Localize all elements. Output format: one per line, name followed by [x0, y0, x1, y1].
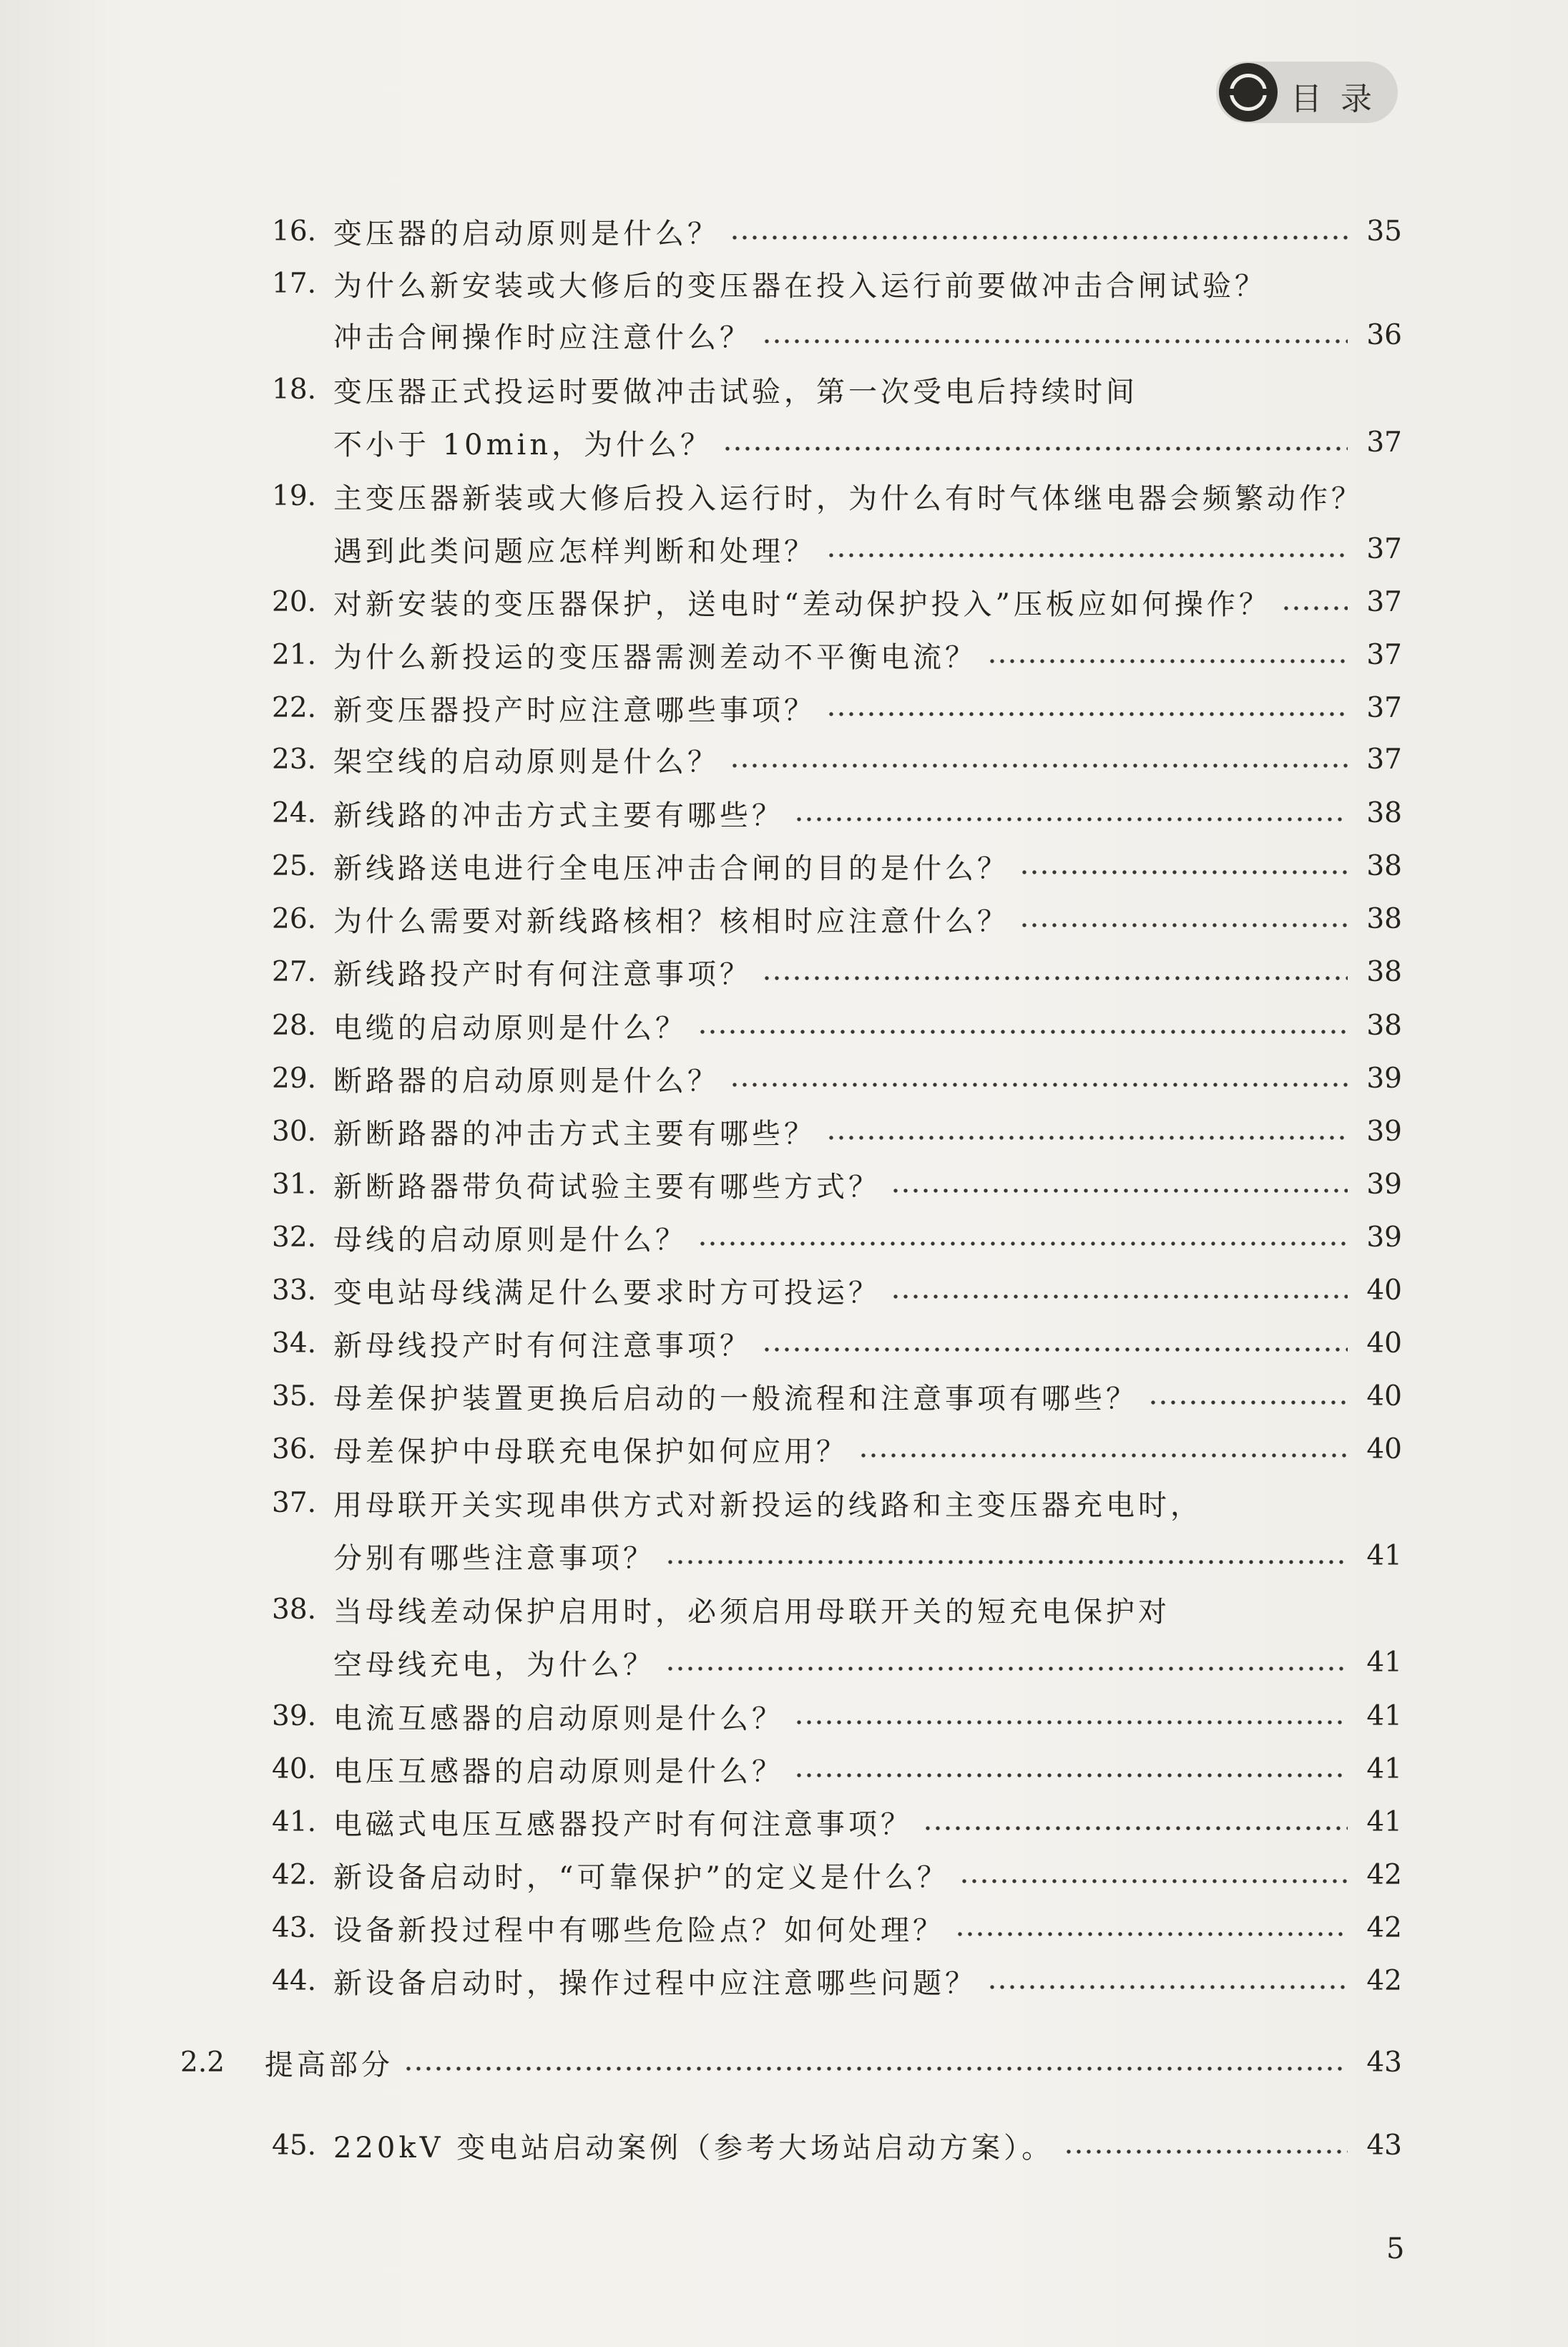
toc-entry[interactable]: [272, 474, 1402, 517]
toc-entry-title: 设备新投过程中有哪些危险点？如何处理？: [333, 1913, 945, 1947]
toc-entry-title: 架空线的启动原则是什么？: [333, 745, 720, 779]
toc-entry-page: 40: [1366, 1380, 1402, 1412]
toc-entry[interactable]: [272, 1481, 1402, 1524]
dot-leader: [762, 338, 1348, 344]
toc-entry-title: 主变压器新装或大修后投入运行时，为什么有时气体继电器会频繁动作？: [333, 482, 1363, 515]
toc-entry[interactable]: [272, 1216, 1402, 1259]
toc-entry-number: 22.: [272, 691, 317, 724]
dot-leader: [730, 763, 1348, 768]
toc-entry-number: 38.: [272, 1593, 317, 1626]
toc-entry-title: 220kV 变电站启动案例（参考大场站启动方案）。: [333, 2131, 1054, 2165]
toc-entry-page: 38: [1366, 796, 1402, 829]
toc-entry-continuation[interactable]: [333, 1641, 1402, 1684]
toc-entry-number: 16.: [272, 215, 317, 248]
toc-entry-title: 分别有哪些注意事项？: [333, 1541, 655, 1575]
toc-entry[interactable]: [272, 1428, 1402, 1470]
dot-leader: [665, 1666, 1348, 1672]
toc-entry-title: 冲击合闸操作时应注意什么？: [333, 321, 752, 354]
toc-entry-page: 39: [1366, 1062, 1402, 1095]
toc-entry-page: 38: [1366, 955, 1402, 988]
toc-entry-title: 新母线投产时有何注意事项？: [333, 1329, 752, 1362]
toc-entry-continuation[interactable]: [333, 527, 1402, 570]
toc-entry[interactable]: [272, 262, 1402, 305]
toc-entry-title: 电缆的启动原则是什么？: [333, 1011, 687, 1045]
toc-entry-title: 母差保护装置更换后启动的一般流程和注意事项有哪些？: [333, 1382, 1138, 1415]
toc-entry-page: 39: [1366, 1115, 1402, 1148]
toc-entry-page: 41: [1366, 1752, 1402, 1785]
toc-entry-number: 20.: [272, 585, 317, 618]
toc-entry-number: 42.: [272, 1858, 317, 1891]
toc-entry[interactable]: [272, 1800, 1402, 1843]
toc-entry-number: 27.: [272, 955, 317, 988]
toc-entry-page: 42: [1366, 1858, 1402, 1891]
toc-entry-number: 44.: [272, 1964, 317, 1997]
dot-leader: [730, 235, 1348, 240]
toc-entry-title: 不小于 10min，为什么？: [333, 428, 713, 462]
toc-entry-title: 变压器的启动原则是什么？: [333, 217, 720, 250]
dot-leader: [959, 1878, 1348, 1884]
dot-leader: [955, 1931, 1348, 1937]
toc-entry-number: 33.: [272, 1274, 317, 1307]
toc-entry[interactable]: [272, 844, 1402, 887]
dot-leader: [987, 658, 1348, 664]
toc-entry-number: 39.: [272, 1699, 317, 1732]
toc-entry-number: 18.: [272, 373, 317, 406]
dot-leader: [403, 2066, 1348, 2072]
toc-entry-page: 38: [1366, 849, 1402, 882]
toc-entry-page: 37: [1366, 585, 1402, 618]
toc-entry-title: 新线路投产时有何注意事项？: [333, 957, 752, 991]
toc-entry[interactable]: [272, 580, 1402, 623]
toc-section-entry[interactable]: [180, 2041, 1402, 2084]
toc-entry-page: 43: [1366, 2129, 1402, 2162]
toc-entry[interactable]: [272, 686, 1402, 729]
toc-entry-number: 28.: [272, 1009, 317, 1042]
toc-entry-title: 母差保护中母联充电保护如何应用？: [333, 1435, 848, 1468]
toc-entry-title: 新设备启动时，操作过程中应注意哪些问题？: [333, 1966, 977, 2000]
toc-entry-page: 39: [1366, 1221, 1402, 1254]
toc-entry-number: 40.: [272, 1752, 317, 1785]
toc-entry-title: 母线的启动原则是什么？: [333, 1223, 687, 1257]
toc-entry[interactable]: [272, 210, 1402, 253]
toc-entry[interactable]: [272, 1322, 1402, 1365]
toc-entry-number: 43.: [272, 1911, 317, 1944]
toc-entry-page: 42: [1366, 1964, 1402, 1997]
dot-leader: [794, 1719, 1348, 1725]
toc-entry[interactable]: [272, 1694, 1402, 1737]
toc-entry-page: 41: [1366, 1646, 1402, 1679]
toc-entry[interactable]: [272, 738, 1402, 781]
dot-leader: [891, 1188, 1348, 1194]
toc-entry[interactable]: [272, 1747, 1402, 1790]
dot-leader: [1019, 922, 1348, 928]
toc-entry[interactable]: [272, 1057, 1402, 1100]
page-number: 5: [1386, 2233, 1405, 2265]
toc-entry[interactable]: [272, 950, 1402, 993]
toc-entry-title: 当母线差动保护启用时，必须启用母联开关的短充电保护对: [333, 1595, 1170, 1629]
toc-entry-page: 37: [1366, 691, 1402, 724]
toc-entry-title: 提高部分: [265, 2048, 393, 2082]
toc-entry-page: 37: [1366, 638, 1402, 671]
toc-entry-title: 遇到此类问题应怎样判断和处理？: [333, 535, 816, 568]
dot-leader: [1019, 869, 1348, 875]
toc-entry-title: 变压器正式投运时要做冲击试验，第一次受电后持续时间: [333, 375, 1138, 409]
dot-leader: [697, 1029, 1348, 1035]
dot-leader: [1064, 2149, 1348, 2155]
toc-entry-page: 35: [1366, 215, 1402, 248]
toc-entry-number: 34.: [272, 1327, 317, 1360]
toc-entry-title: 新设备启动时，“可靠保护”的定义是什么？: [333, 1860, 949, 1894]
toc-entry[interactable]: [272, 368, 1402, 411]
toc-entry-number: 24.: [272, 796, 317, 829]
toc-entry-number: 23.: [272, 743, 317, 776]
toc-entry-title: 新变压器投产时应注意哪些事项？: [333, 693, 816, 727]
toc-entry-page: 41: [1366, 1805, 1402, 1838]
toc-entry-continuation[interactable]: [333, 421, 1402, 464]
toc-entry-number: 35.: [272, 1380, 317, 1412]
toc-entry-page: 40: [1366, 1433, 1402, 1465]
toc-entry-title: 断路器的启动原则是什么？: [333, 1064, 720, 1098]
toc-entry[interactable]: [272, 1959, 1402, 2002]
dot-leader: [722, 446, 1348, 452]
toc-entry[interactable]: [272, 2124, 1402, 2167]
toc-entry[interactable]: [272, 1163, 1402, 1206]
toc-entry[interactable]: [272, 1110, 1402, 1153]
toc-entry-number: 31.: [272, 1168, 317, 1201]
toc-entry[interactable]: [272, 1853, 1402, 1896]
toc-entry-number: 30.: [272, 1115, 317, 1148]
toc-entry-title: 电流互感器的启动原则是什么？: [333, 1702, 784, 1735]
toc-entry[interactable]: [272, 1269, 1402, 1312]
toc-entry-page: 38: [1366, 1009, 1402, 1042]
toc-entry[interactable]: [272, 1588, 1402, 1631]
toc-entry-page: 37: [1366, 426, 1402, 459]
dot-leader: [794, 816, 1348, 822]
dot-leader: [987, 1984, 1348, 1990]
toc-entry-title: 为什么需要对新线路核相？核相时应注意什么？: [333, 904, 1009, 938]
toc-entry-page: 37: [1366, 743, 1402, 776]
toc-entry-page: 38: [1366, 902, 1402, 935]
toc-entry-number: 2.2: [180, 2046, 225, 2079]
toc-entry-number: 36.: [272, 1433, 317, 1465]
toc-entry[interactable]: [272, 897, 1402, 940]
toc-entry-title: 为什么新安装或大修后的变压器在投入运行前要做冲击合闸试验？: [333, 269, 1267, 303]
dot-leader: [665, 1559, 1348, 1565]
dot-leader: [1148, 1400, 1348, 1405]
toc-entry[interactable]: [272, 791, 1402, 834]
toc-entry-number: 37.: [272, 1486, 317, 1519]
toc-entry-title: 对新安装的变压器保护，送电时“差动保护投入”压板应如何操作？: [333, 587, 1271, 621]
dot-leader: [794, 1772, 1348, 1778]
toc-entry-page: 40: [1366, 1274, 1402, 1307]
chapter-emblem-icon: [1219, 63, 1278, 122]
toc-entry-title: 新线路送电进行全电压冲击合闸的目的是什么？: [333, 852, 1009, 885]
toc-entry[interactable]: [272, 1375, 1402, 1418]
toc-entry-page: 41: [1366, 1699, 1402, 1732]
chapter-header-tab: [1216, 62, 1398, 123]
dot-leader: [826, 552, 1348, 558]
dot-leader: [762, 975, 1348, 981]
dot-leader: [826, 1135, 1348, 1141]
toc-entry-continuation[interactable]: [333, 1534, 1402, 1577]
dot-leader: [826, 711, 1348, 717]
dot-leader: [1281, 605, 1348, 611]
header-title: 目录: [1290, 81, 1391, 117]
toc-entry-title: 电压互感器的启动原则是什么？: [333, 1755, 784, 1788]
toc-entry-title: 为什么新投运的变压器需测差动不平衡电流？: [333, 640, 977, 674]
toc-entry-page: 36: [1366, 318, 1402, 351]
toc-entry-title: 新断路器的冲击方式主要有哪些？: [333, 1117, 816, 1151]
toc-entry-number: 26.: [272, 902, 317, 935]
dot-leader: [730, 1082, 1348, 1088]
toc-entry-page: 43: [1366, 2046, 1402, 2079]
toc-entry-page: 39: [1366, 1168, 1402, 1201]
toc-entry-page: 41: [1366, 1539, 1402, 1572]
toc-entry-continuation[interactable]: [333, 313, 1402, 356]
dot-leader: [762, 1347, 1348, 1352]
dot-leader: [858, 1453, 1348, 1458]
toc-entry-number: 45.: [272, 2129, 317, 2162]
toc-entry[interactable]: [272, 1906, 1402, 1949]
toc-entry-page: 42: [1366, 1911, 1402, 1944]
toc-entry-title: 电磁式电压互感器投产时有何注意事项？: [333, 1807, 913, 1841]
toc-entry-title: 新断路器带负荷试验主要有哪些方式？: [333, 1170, 881, 1204]
toc-entry-number: 41.: [272, 1805, 317, 1838]
toc-entry-title: 用母联开关实现串供方式对新投运的线路和主变压器充电时，: [333, 1488, 1202, 1522]
toc-entry-number: 29.: [272, 1062, 317, 1095]
toc-entry-title: 变电站母线满足什么要求时方可投运？: [333, 1276, 881, 1309]
toc-entry-number: 25.: [272, 849, 317, 882]
toc-entry-title: 空母线充电，为什么？: [333, 1648, 655, 1682]
toc-entry-title: 新线路的冲击方式主要有哪些？: [333, 799, 784, 832]
toc-entry-number: 19.: [272, 479, 317, 512]
dot-leader: [923, 1825, 1348, 1831]
toc-entry-page: 40: [1366, 1327, 1402, 1360]
toc-entry[interactable]: [272, 633, 1402, 676]
toc-entry-page: 37: [1366, 532, 1402, 565]
toc-entry-number: 21.: [272, 638, 317, 671]
dot-leader: [891, 1294, 1348, 1299]
dot-leader: [697, 1241, 1348, 1246]
toc-entry-number: 17.: [272, 267, 317, 300]
toc-entry-number: 32.: [272, 1221, 317, 1254]
toc-entry[interactable]: [272, 1004, 1402, 1047]
